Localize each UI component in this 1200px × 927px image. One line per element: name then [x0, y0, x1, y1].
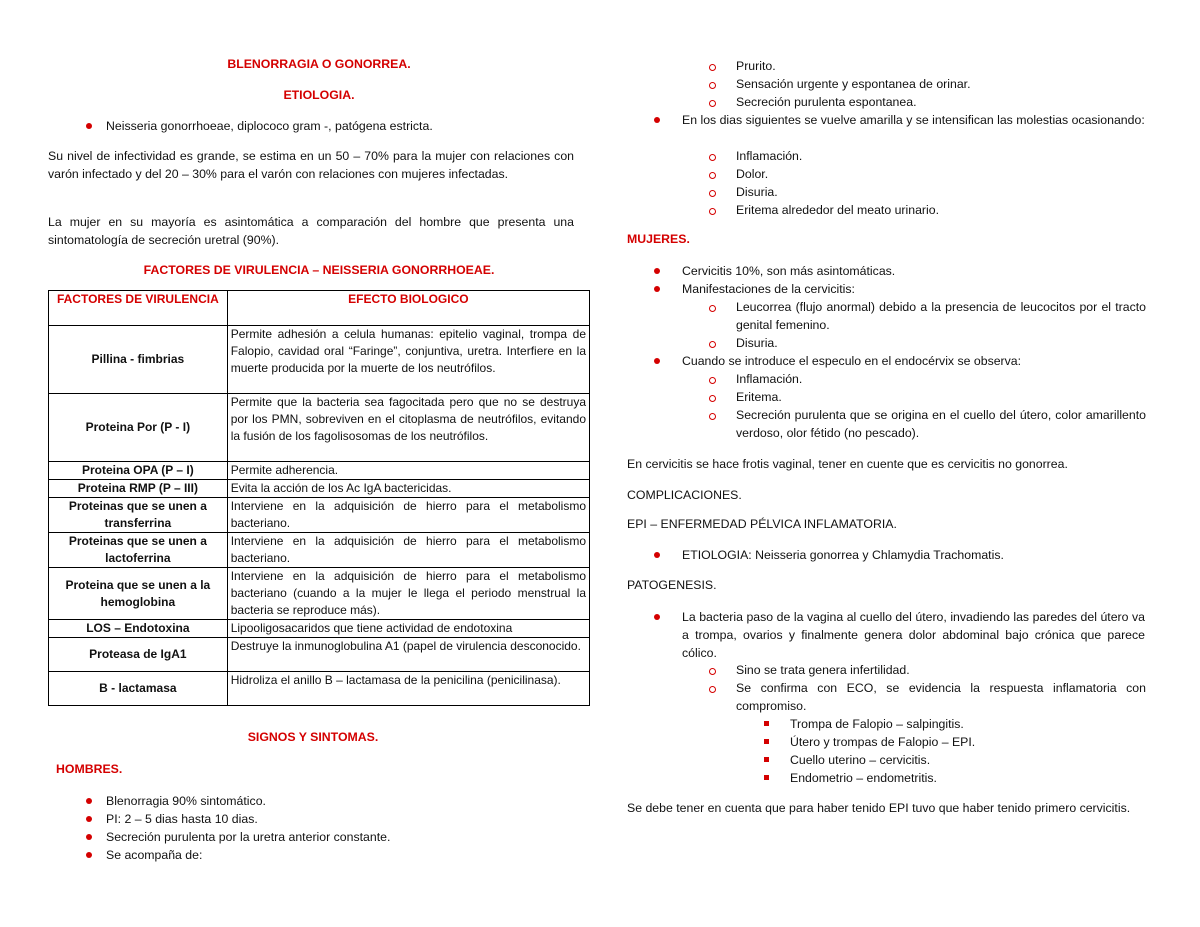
sub-bullet-ring-icon	[709, 341, 716, 348]
efecto-cell: Lipooligosacaridos que tiene actividad de endotoxina	[227, 620, 589, 638]
factor-cell: B - lactamasa	[49, 672, 228, 706]
factor-cell: Proteinas que se unen a transferrina	[49, 498, 228, 533]
bullet-dot-icon	[86, 816, 92, 822]
bullet-dot-icon	[86, 123, 92, 129]
bullet-dot-icon	[654, 614, 660, 620]
sub-bullet-ring-icon	[709, 377, 716, 384]
sub-bullet-ring-icon	[709, 395, 716, 402]
final-paragraph: Se debe tener en cuenta que para haber tenido EPI tuvo que haber tenido primero cervicitis.	[627, 801, 1131, 815]
dias-item: Eritema alrededor del meato urinario.	[736, 203, 940, 217]
compromiso-item: Útero y trompas de Falopio – EPI.	[790, 735, 976, 749]
document-title: BLENORRAGIA O GONORREA.	[227, 57, 411, 71]
factor-cell: Proteina OPA (P – I)	[49, 462, 228, 480]
asintomatica-paragraph: La mujer en su mayoría es asintomática a comparación del hombre que presenta una sintomatología de secreción uretral (90%).	[48, 215, 574, 247]
mujeres-heading: MUJERES.	[627, 232, 690, 246]
table-row	[49, 462, 590, 480]
table-row	[49, 394, 590, 462]
table-header-efecto: EFECTO BIOLOGICO	[227, 291, 589, 326]
cervicitis-item: Disuria.	[736, 336, 778, 350]
patogenesis-heading: PATOGENESIS.	[627, 578, 717, 592]
patogenesis-item: Sino se trata genera infertilidad.	[736, 663, 910, 677]
mujeres-bullet: Cuando se introduce el especulo en el endocérvix se observa:	[682, 354, 1022, 368]
compromiso-item: Trompa de Falopio – salpingitis.	[790, 717, 964, 731]
table-row	[49, 326, 590, 394]
etiologia-heading: ETIOLOGIA.	[283, 88, 355, 102]
signos-heading: SIGNOS Y SINTOMAS.	[247, 730, 379, 744]
table-row	[49, 568, 590, 620]
complicaciones-heading: COMPLICACIONES.	[627, 488, 742, 502]
sub-bullet-ring-icon	[709, 413, 716, 420]
efecto-cell: Permite que la bacteria sea fagocitada pero que no se destruya por los PMN, sobreviven en el citoplasma de neutrófilos, evitando la fusión de los fagolisosomas de los neutrófilos.	[227, 394, 589, 462]
compromiso-item: Endometrio – endometritis.	[790, 771, 937, 785]
factor-cell: Pillina - fimbrias	[49, 326, 228, 394]
factor-cell: Proteasa de IgA1	[49, 638, 228, 672]
dias-item: Dolor.	[736, 167, 769, 181]
square-bullet-icon	[764, 775, 769, 780]
patogenesis-bullet: La bacteria paso de la vagina al cuello del útero, invadiendo las paredes del útero va a trompa, ovarios y finalmente genera dolor abdominal bajo crónica que parece cólico.	[682, 610, 1145, 660]
dias-item: Inflamación.	[736, 149, 803, 163]
hombres-heading: HOMBRES.	[56, 762, 123, 776]
table-row	[49, 638, 590, 672]
frotis-paragraph: En cervicitis se hace frotis vaginal, tener en cuente que es cervicitis no gonorrea.	[627, 457, 1068, 471]
sub-bullet-ring-icon	[709, 190, 716, 197]
efecto-cell: Interviene en la adquisición de hierro para el metabolismo bacteriano.	[227, 498, 589, 533]
bullet-dot-icon	[86, 852, 92, 858]
epi-etiologia-bullet: ETIOLOGIA: Neisseria gonorrea y Chlamydia Trachomatis.	[682, 548, 1004, 562]
square-bullet-icon	[764, 757, 769, 762]
factor-cell: Proteina que se unen a la hemoglobina	[49, 568, 228, 620]
bullet-dot-icon	[86, 798, 92, 804]
acompana-item: Prurito.	[736, 59, 776, 73]
table-row	[49, 480, 590, 498]
patogenesis-item: Se confirma con ECO, se evidencia la respuesta inflamatoria con compromiso.	[736, 681, 1146, 713]
hombres-bullet: Se acompaña de:	[106, 848, 203, 862]
square-bullet-icon	[764, 721, 769, 726]
table-header-factor: FACTORES DE VIRULENCIA	[49, 291, 228, 326]
sub-bullet-ring-icon	[709, 172, 716, 179]
sub-bullet-ring-icon	[709, 208, 716, 215]
factor-cell: Proteinas que se unen a lactoferrina	[49, 533, 228, 568]
mujeres-bullet: Manifestaciones de la cervicitis:	[682, 282, 855, 296]
sub-bullet-ring-icon	[709, 82, 716, 89]
table-header-row	[49, 291, 590, 326]
efecto-cell: Interviene en la adquisición de hierro para el metabolismo bacteriano (cuando a la mujer le llega el periodo menstrual la bacteria se reproduce más).	[227, 568, 589, 620]
compromiso-item: Cuello uterino – cervicitis.	[790, 753, 931, 767]
bullet-dot-icon	[654, 117, 660, 123]
hombres-bullet: PI: 2 – 5 dias hasta 10 dias.	[106, 812, 258, 826]
table-row	[49, 672, 590, 706]
especulo-item: Eritema.	[736, 390, 782, 404]
square-bullet-icon	[764, 739, 769, 744]
table-row	[49, 620, 590, 638]
acompana-item: Secreción purulenta espontanea.	[736, 95, 917, 109]
sub-bullet-ring-icon	[709, 686, 716, 693]
efecto-cell: Destruye la inmunoglobulina A1 (papel de virulencia desconocido.	[227, 638, 589, 672]
epi-heading: EPI – ENFERMEDAD PÉLVICA INFLAMATORIA.	[627, 517, 897, 531]
etiologia-bullet: Neisseria gonorrhoeae, diplococo gram -, patógena estricta.	[106, 119, 433, 133]
sub-bullet-ring-icon	[709, 154, 716, 161]
factores-heading: FACTORES DE VIRULENCIA – NEISSERIA GONORRHOEAE.	[143, 263, 495, 277]
factor-cell: LOS – Endotoxina	[49, 620, 228, 638]
virulence-factors-table	[48, 290, 590, 706]
table-row	[49, 498, 590, 533]
efecto-cell: Evita la acción de los Ac IgA bactericidas.	[227, 480, 589, 498]
efecto-cell: Permite adhesión a celula humanas: epitelio vaginal, trompa de Falopio, cavidad oral “Faringe”, conjuntiva, uretra. Interfiere en la muerte producida por la muerte de los neutrófilos.	[227, 326, 589, 394]
factor-cell: Proteina RMP (P – III)	[49, 480, 228, 498]
bullet-dot-icon	[654, 286, 660, 292]
dias-bullet: En los dias siguientes se vuelve amarilla y se intensifican las molestias ocasionando:	[682, 113, 1145, 127]
cervicitis-item: Leucorrea (flujo anormal) debido a la presencia de leucocitos por el tracto genital femenino.	[736, 300, 1146, 332]
efecto-cell: Hidroliza el anillo B – lactamasa de la penicilina (penicilinasa).	[227, 672, 589, 706]
sub-bullet-ring-icon	[709, 100, 716, 107]
sub-bullet-ring-icon	[709, 668, 716, 675]
acompana-item: Sensación urgente y espontanea de orinar.	[736, 77, 971, 91]
efecto-cell: Interviene en la adquisición de hierro para el metabolismo bacteriano.	[227, 533, 589, 568]
factor-cell: Proteina Por (P - I)	[49, 394, 228, 462]
sub-bullet-ring-icon	[709, 305, 716, 312]
hombres-bullet: Secreción purulenta por la uretra anterior constante.	[106, 830, 391, 844]
sub-bullet-ring-icon	[709, 64, 716, 71]
bullet-dot-icon	[654, 552, 660, 558]
bullet-dot-icon	[654, 268, 660, 274]
hombres-bullet: Blenorragia 90% sintomático.	[106, 794, 266, 808]
bullet-dot-icon	[86, 834, 92, 840]
dias-item: Disuria.	[736, 185, 778, 199]
especulo-item: Inflamación.	[736, 372, 803, 386]
bullet-dot-icon	[654, 358, 660, 364]
infectividad-paragraph: Su nivel de infectividad es grande, se estima en un 50 – 70% para la mujer con relaciones con varón infectado y del 20 – 30% para el varón con relaciones con mujeres infectadas.	[48, 149, 574, 181]
mujeres-bullet: Cervicitis 10%, son más asintomáticas.	[682, 264, 896, 278]
especulo-item: Secreción purulenta que se origina en el cuello del útero, color amarillento verdoso, olor fétido (no pescado).	[736, 408, 1146, 440]
table-row	[49, 533, 590, 568]
efecto-cell: Permite adherencia.	[227, 462, 589, 480]
